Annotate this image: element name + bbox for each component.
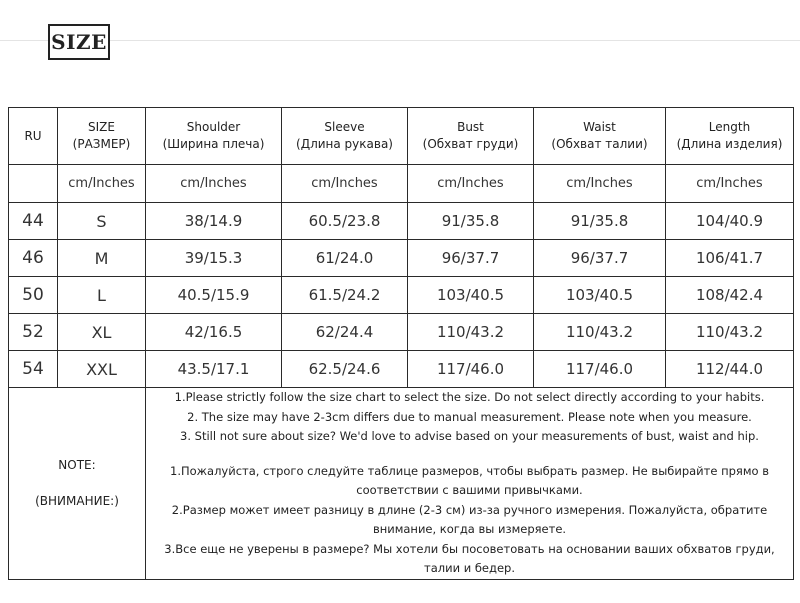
size-badge bbox=[48, 24, 110, 60]
table-row bbox=[9, 314, 794, 351]
header-divider bbox=[0, 40, 800, 41]
header-size-label-ru: (РАЗМЕР) bbox=[72, 137, 131, 151]
sleeve-cell: 60.5/23.8 bbox=[282, 203, 408, 240]
header-waist-label-ru: (Обхват талии) bbox=[551, 137, 648, 151]
waist-cell: 117/46.0 bbox=[534, 351, 666, 388]
units-cell: cm/Inches bbox=[534, 165, 666, 203]
shoulder-cell: 43.5/17.1 bbox=[146, 351, 282, 388]
header-bust-label-ru: (Обхват груди) bbox=[422, 137, 519, 151]
size-cell: M bbox=[58, 240, 146, 277]
sleeve-cell: 62.5/24.6 bbox=[282, 351, 408, 388]
units-cell: cm/Inches bbox=[408, 165, 534, 203]
waist-cell: 110/43.2 bbox=[534, 314, 666, 351]
notes-gap bbox=[146, 447, 793, 462]
header-size-label: SIZE bbox=[88, 120, 115, 134]
bust-cell: 110/43.2 bbox=[408, 314, 534, 351]
header-shoulder-label-ru: (Ширина плеча) bbox=[162, 137, 265, 151]
size-cell: XXL bbox=[58, 351, 146, 388]
units-cell: cm/Inches bbox=[282, 165, 408, 203]
size-badge-text: SIZE bbox=[51, 30, 107, 54]
ru-size-cell: 46 bbox=[9, 240, 58, 277]
note-label-ru: (ВНИМАНИЕ:) bbox=[35, 494, 119, 509]
waist-cell: 96/37.7 bbox=[534, 240, 666, 277]
length-cell: 104/40.9 bbox=[666, 203, 794, 240]
shoulder-cell: 38/14.9 bbox=[146, 203, 282, 240]
size-cell: XL bbox=[58, 314, 146, 351]
units-cell: cm/Inches bbox=[666, 165, 794, 203]
header-length-label-ru: (Длина изделия) bbox=[676, 137, 783, 151]
units-row bbox=[9, 165, 794, 203]
sleeve-cell: 61/24.0 bbox=[282, 240, 408, 277]
notes-row bbox=[9, 388, 794, 580]
shoulder-cell: 40.5/15.9 bbox=[146, 277, 282, 314]
table-row bbox=[9, 277, 794, 314]
ru-size-cell: 50 bbox=[9, 277, 58, 314]
size-cell: L bbox=[58, 277, 146, 314]
header-cell-size bbox=[58, 108, 146, 165]
note-line-en: 2. The size may have 2-3cm differs due to manual measurement. Please note when you measure. bbox=[187, 409, 752, 424]
header-cell-ru bbox=[9, 108, 58, 165]
header-cell-bust bbox=[408, 108, 534, 165]
header-sleeve-label-ru: (Длина рукава) bbox=[296, 137, 393, 151]
header-length-label: Length bbox=[708, 120, 751, 134]
length-cell: 112/44.0 bbox=[666, 351, 794, 388]
units-cell bbox=[9, 165, 58, 203]
length-cell: 108/42.4 bbox=[666, 277, 794, 314]
header-row bbox=[9, 108, 794, 165]
size-cell: S bbox=[58, 203, 146, 240]
shoulder-cell: 39/15.3 bbox=[146, 240, 282, 277]
ru-size-cell: 52 bbox=[9, 314, 58, 351]
header-bust-label: Bust bbox=[457, 120, 484, 134]
header-cell-waist bbox=[534, 108, 666, 165]
note-line-ru: 1.Пожалуйста, строго следуйте таблице размеров, чтобы выбрать размер. Не выбирайте прямо в соответствии с вашими привычками. bbox=[170, 463, 769, 497]
units-cell: cm/Inches bbox=[58, 165, 146, 203]
units-cell: cm/Inches bbox=[146, 165, 282, 203]
header-cell-shoulder bbox=[146, 108, 282, 165]
header-sleeve-label: Sleeve bbox=[324, 120, 365, 134]
shoulder-cell: 42/16.5 bbox=[146, 314, 282, 351]
header-shoulder-label: Shoulder bbox=[186, 120, 241, 134]
table-row bbox=[9, 240, 794, 277]
note-label: NOTE: bbox=[58, 458, 96, 473]
bust-cell: 96/37.7 bbox=[408, 240, 534, 277]
size-chart-table bbox=[8, 107, 794, 580]
sleeve-cell: 61.5/24.2 bbox=[282, 277, 408, 314]
note-line-ru: 2.Размер может имеет разницу в длине (2-3 см) из-за ручного измерения. Пожалуйста, обратите внимание, когда вы измеряете. bbox=[171, 502, 768, 536]
ru-size-cell: 44 bbox=[9, 203, 58, 240]
table-row bbox=[9, 203, 794, 240]
note-line-en: 1.Please strictly follow the size chart to select the size. Do not select directly according to your habits. bbox=[174, 390, 765, 404]
header-ru-label: RU bbox=[24, 128, 42, 143]
bust-cell: 91/35.8 bbox=[408, 203, 534, 240]
sleeve-cell: 62/24.4 bbox=[282, 314, 408, 351]
ru-size-cell: 54 bbox=[9, 351, 58, 388]
bust-cell: 103/40.5 bbox=[408, 277, 534, 314]
header-cell-sleeve bbox=[282, 108, 408, 165]
length-cell: 106/41.7 bbox=[666, 240, 794, 277]
header-waist-label: Waist bbox=[583, 120, 616, 134]
length-cell: 110/43.2 bbox=[666, 314, 794, 351]
waist-cell: 91/35.8 bbox=[534, 203, 666, 240]
note-label-cell bbox=[9, 388, 146, 580]
waist-cell: 103/40.5 bbox=[534, 277, 666, 314]
header-cell-length bbox=[666, 108, 794, 165]
table-row bbox=[9, 351, 794, 388]
bust-cell: 117/46.0 bbox=[408, 351, 534, 388]
note-line-ru: 3.Все еще не уверены в размере? Мы хотели бы посоветовать на основании ваших обхватов груди, талии и бедер. bbox=[164, 541, 775, 575]
note-line-en: 3. Still not sure about size? We'd love to advise based on your measurements of bust, waist and hip. bbox=[180, 429, 759, 443]
notes-cell bbox=[146, 388, 794, 580]
